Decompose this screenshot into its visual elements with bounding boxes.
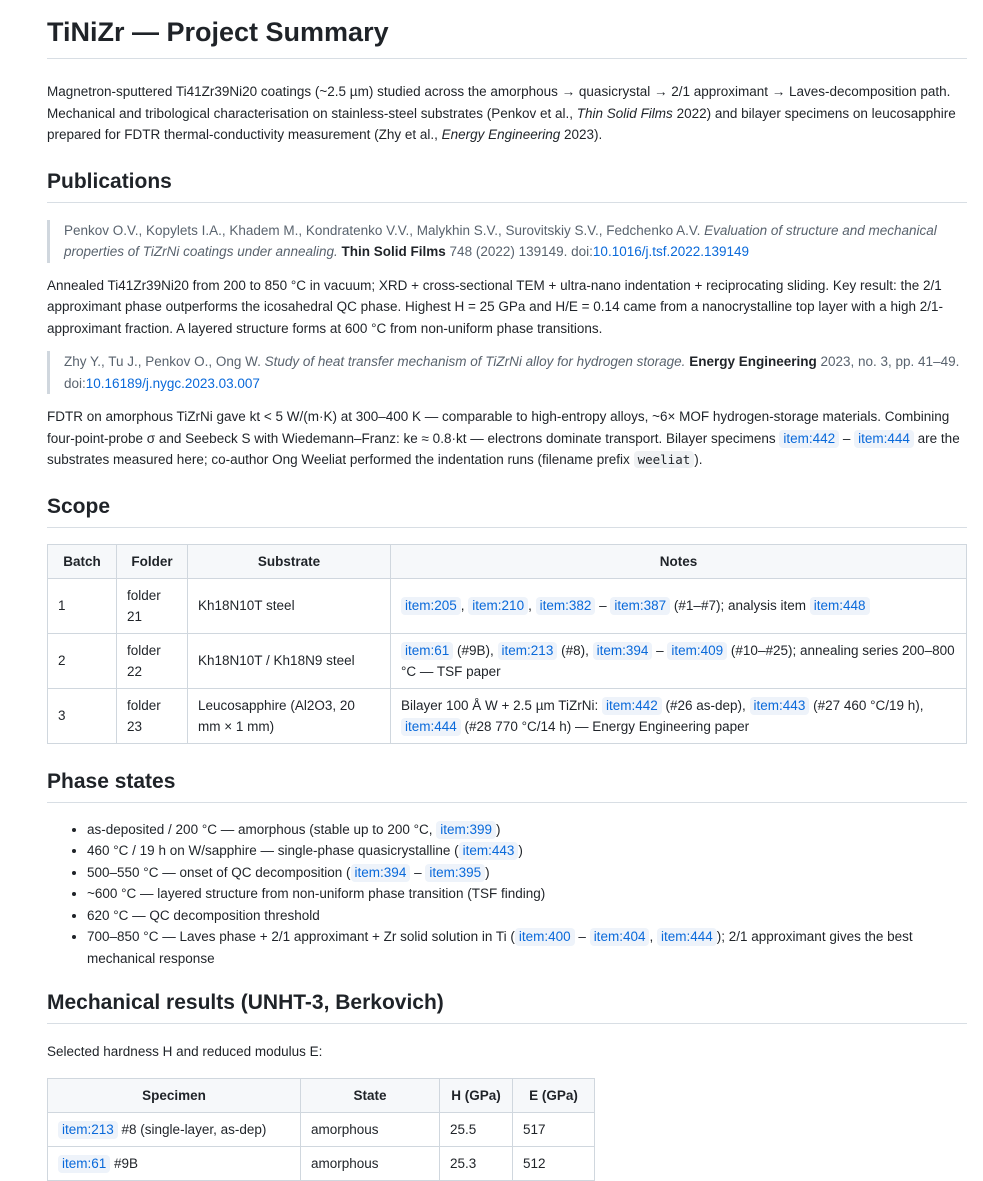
column-header-specimen: Specimen: [48, 1078, 301, 1112]
intro-text: 2022) and bilayer specimens on leucosapphire prepared for FDTR thermal-conductivity measurement (Zhy et al.,: [47, 105, 956, 142]
item-link[interactable]: item:443: [459, 842, 519, 860]
text-segment: (#9B),: [453, 642, 498, 658]
summary-text: FDTR on amorphous TiZrNi gave kt < 5 W/(m·K) at 300–400 K — comparable to high-entropy alloys, ~6× MOF hydrogen-storage materials. Combining four-point-probe σ and Seebeck S with Wiedemann–Franz: ke ≈ 0.8·kt — electrons dominate transport. Bilayer specimens: [47, 409, 950, 446]
item-link[interactable]: item:409: [667, 642, 727, 660]
cell-e: 517: [513, 1112, 595, 1146]
publication-citation-2: [47, 351, 967, 394]
table-row: [48, 633, 967, 688]
citation-title: Evaluation of structure and mechanical properties of TiZrNi coatings under annealing.: [64, 222, 937, 259]
table-row: [48, 1112, 595, 1146]
item-link[interactable]: item:443: [750, 697, 810, 715]
cell-batch: 1: [48, 578, 117, 633]
filename-prefix-code: weeliat: [634, 451, 695, 468]
cell-folder: folder 23: [117, 688, 188, 743]
text-segment: ): [485, 864, 490, 880]
text-segment: ): [496, 821, 501, 837]
column-header-batch: Batch: [48, 544, 117, 578]
cell-h: 25.3: [440, 1146, 513, 1180]
text-segment: ): [518, 843, 523, 858]
cell-substrate: Kh18N10T steel: [188, 578, 391, 633]
cell-notes: [391, 578, 967, 633]
item-link[interactable]: item:444: [854, 430, 914, 448]
item-link[interactable]: item:442: [602, 697, 662, 715]
cell-h: 25.5: [440, 1112, 513, 1146]
publication-summary-2: [47, 406, 967, 471]
text-segment: 500–550 °C — onset of QC decomposition (: [87, 864, 351, 880]
mechanical-header-row: [48, 1078, 595, 1112]
list-item: [87, 840, 967, 862]
cell-batch: 2: [48, 633, 117, 688]
citation-details: 748 (2022) 139149. doi:: [445, 244, 593, 259]
text-segment: ); 2/1 approximant gives the best mechanical response: [87, 929, 913, 966]
mechanical-lead: Selected hardness H and reduced modulus E:: [47, 1044, 323, 1059]
text-segment: as-deposited / 200 °C — amorphous (stable up to 200 °C,: [87, 821, 437, 837]
phase-states-heading: Phase states: [47, 768, 967, 803]
scope-table: [47, 544, 967, 744]
text-segment: –: [652, 642, 668, 658]
cell-substrate: Leucosapphire (Al2O3, 20 mm × 1 mm): [188, 688, 391, 743]
doi-link[interactable]: 10.16189/j.nygc.2023.03.007: [85, 375, 260, 391]
text-segment: 460 °C / 19 h on W/sapphire — single-phase quasicrystalline (: [87, 843, 459, 858]
specimen-label: #9B: [110, 1155, 139, 1171]
item-link[interactable]: item:448: [810, 597, 870, 615]
specimen-label: #8 (single-layer, as-dep): [117, 1121, 267, 1137]
scope-header-row: [48, 544, 967, 578]
text-segment: ,: [528, 598, 536, 613]
item-link[interactable]: item:444: [657, 928, 717, 946]
cell-specimen: [48, 1112, 301, 1146]
page-title: TiNiZr — Project Summary: [47, 14, 967, 59]
text-segment: –: [410, 864, 426, 880]
cell-substrate: Kh18N10T / Kh18N9 steel: [188, 633, 391, 688]
scope-heading: Scope: [47, 493, 967, 528]
mechanical-table: [47, 1078, 595, 1181]
citation-authors: Penkov O.V., Kopylets I.A., Khadem M., Kondratenko V.V., Malykhin S.V., Surovitskiy S.V., Fedchenko A.V.: [64, 222, 705, 238]
column-header-notes: Notes: [391, 544, 967, 578]
item-link[interactable]: item:213: [498, 642, 558, 660]
citation-journal: Energy Engineering: [689, 354, 817, 369]
summary-text: –: [839, 430, 855, 446]
item-link[interactable]: item:61: [401, 642, 453, 660]
mechanical-heading: Mechanical results (UNHT-3, Berkovich): [47, 989, 967, 1024]
citation-title: Study of heat transfer mechanism of TiZrNi alloy for hydrogen storage.: [264, 354, 686, 369]
publication-summary-1: Annealed Ti41Zr39Ni20 from 200 to 850 °C in vacuum; XRD + cross-sectional TEM + ultra-nano indentation + reciprocating sliding. Key result: the 2/1 approximant phase outperforms the icosahedral QC phase. Highest H = 25 GPa and H/E = 0.14 came from a nanocrystalline top layer with a high 2/1-approximant fraction. A layered structure forms at 600 °C from non-uniform phase transitions.: [47, 277, 943, 336]
list-item: [87, 926, 967, 969]
cell-state: amorphous: [301, 1146, 440, 1180]
list-item: [87, 819, 967, 841]
intro-paragraph: [47, 81, 967, 146]
item-link[interactable]: item:205: [401, 597, 461, 615]
cell-folder: folder 21: [117, 578, 188, 633]
column-header-e: E (GPa): [513, 1078, 595, 1112]
text-segment: (#27 460 °C/19 h),: [809, 697, 924, 713]
item-link[interactable]: item:444: [401, 718, 461, 736]
citation-details: 2023, no. 3, pp. 41–49. doi:: [64, 354, 960, 391]
text-segment: (#28 770 °C/14 h) — Energy Engineering paper: [460, 718, 750, 734]
cell-state: amorphous: [301, 1112, 440, 1146]
text-segment: ~600 °C — layered structure from non-uniform phase transition (TSF finding): [87, 886, 546, 901]
cell-batch: 3: [48, 688, 117, 743]
publication-citation-1: [47, 220, 967, 263]
table-row: [48, 1146, 595, 1180]
cell-e: 512: [513, 1146, 595, 1180]
item-link[interactable]: item:399: [436, 821, 496, 839]
cell-specimen: [48, 1146, 301, 1180]
summary-text: ).: [694, 452, 703, 467]
cell-notes: [391, 688, 967, 743]
text-segment: (#1–#7); analysis item: [670, 598, 810, 613]
doi-link[interactable]: 10.1016/j.tsf.2022.139149: [592, 244, 750, 259]
text-segment: (#10–#25); annealing series 200–800 °C — TSF paper: [401, 642, 955, 679]
item-link[interactable]: item:394: [351, 864, 411, 882]
text-segment: (#8),: [557, 642, 593, 658]
text-segment: ,: [649, 929, 657, 944]
text-segment: ,: [460, 598, 469, 613]
column-header-folder: Folder: [117, 544, 188, 578]
table-row: [48, 688, 967, 743]
item-link[interactable]: item:387: [610, 597, 670, 615]
summary-text: are the substrates measured here; co-author Ong Weeliat performed the indentation runs (filename prefix: [47, 430, 960, 467]
list-item: [87, 883, 967, 905]
text-segment: –: [574, 929, 590, 944]
item-link[interactable]: item:210: [468, 597, 528, 615]
column-header-substrate: Substrate: [188, 544, 391, 578]
text-segment: –: [595, 598, 611, 613]
item-link[interactable]: item:394: [593, 642, 653, 660]
item-link[interactable]: item:404: [590, 928, 650, 946]
phase-list: [47, 819, 967, 970]
text-segment: 620 °C — QC decomposition threshold: [87, 907, 320, 923]
text-segment: Bilayer 100 Å W + 2.5 µm TiZrNi:: [401, 697, 602, 713]
item-link[interactable]: item:442: [779, 430, 839, 448]
intro-text: 2023).: [560, 127, 603, 142]
column-header-h: H (GPa): [440, 1078, 513, 1112]
item-link[interactable]: item:213: [58, 1121, 118, 1139]
citation-journal: Thin Solid Films: [341, 244, 446, 259]
list-item: [87, 862, 967, 884]
citation-authors: Zhy Y., Tu J., Penkov O., Ong W.: [64, 354, 265, 369]
intro-text: Magnetron-sputtered Ti41Zr39Ni20 coatings (~2.5 µm) studied across the amorphous → quasicrystal → 2/1 approximant → Laves-decomposition path. Mechanical and tribological characterisation on stainless-steel substrates (Penkov et al.,: [47, 84, 951, 121]
item-link[interactable]: item:61: [58, 1155, 110, 1173]
item-link[interactable]: item:382: [536, 597, 596, 615]
publications-heading: Publications: [47, 168, 967, 203]
column-header-state: State: [301, 1078, 440, 1112]
text-segment: (#26 as-dep),: [661, 697, 750, 713]
intro-journal-1: Thin Solid Films: [576, 105, 673, 121]
text-segment: 700–850 °C — Laves phase + 2/1 approximant + Zr solid solution in Ti (: [87, 929, 515, 944]
list-item: [87, 905, 967, 927]
cell-notes: [391, 633, 967, 688]
table-row: [48, 578, 967, 633]
cell-folder: folder 22: [117, 633, 188, 688]
item-link[interactable]: item:395: [425, 864, 485, 882]
intro-journal-2: Energy Engineering: [441, 127, 561, 142]
item-link[interactable]: item:400: [515, 928, 575, 946]
